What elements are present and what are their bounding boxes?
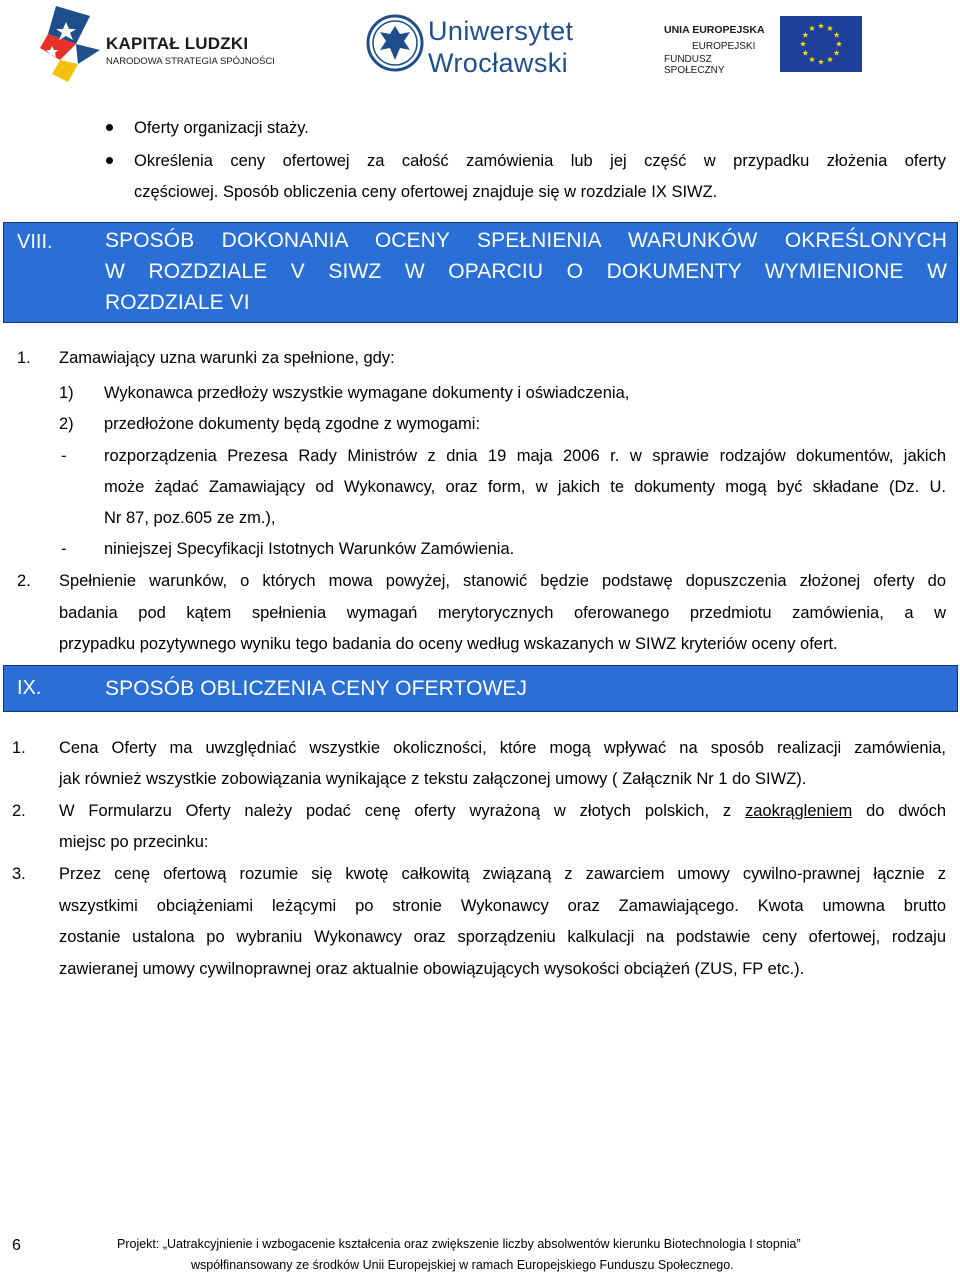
- s8-sub-1-text: Wykonawca przedłoży wszystkie wymagane dokumenty i oświadczenia,: [104, 384, 630, 402]
- bullet-dot: [106, 124, 113, 131]
- footer-funding-line: współfinansowany ze środków Unii Europejskiej w ramach Europejskiego Funduszu Społecznego.: [191, 1258, 734, 1272]
- s8-dash-1-line-2: może żądać Zamawiający od Wykonawcy, oraz form, w jakich te dokumenty mogą być składane (Dz. U.: [104, 478, 946, 496]
- s9-point-1-line-2: jak również wszystkie zobowiązania wynikające z tekstu załączonej umowy ( Załącznik Nr 1 do SIWZ).: [59, 770, 807, 788]
- section-8-title-line-3: ROZDZIALE VI: [105, 291, 250, 314]
- s8-dash-2-text: niniejszej Specyfikacji Istotnych Warunków Zamówienia.: [104, 540, 515, 558]
- kapital-ludzki-logo: [38, 4, 278, 84]
- bullet-item-staze: Oferty organizacji staży.: [134, 119, 309, 137]
- section-8-title-line-1: SPOSÓB DOKONANIA OCENY SPEŁNIENIA WARUNKÓW OKREŚLONYCH: [105, 229, 947, 252]
- eu-fund-line-1: EUROPEJSKI: [692, 41, 756, 52]
- section-9-title: SPOSÓB OBLICZENIA CENY OFERTOWEJ: [105, 677, 528, 700]
- s8-point-1-number: 1.: [17, 349, 31, 367]
- section-8-header: [3, 222, 958, 323]
- bullet-item-cena-line-2: częściowej. Sposób obliczenia ceny ofertowej znajduje się w rozdziale IX SIWZ.: [134, 183, 718, 201]
- section-8-number: VIII.: [17, 231, 53, 253]
- s8-sub-2-number: 2): [59, 415, 74, 433]
- s9-point-2-text-pre: W Formularzu Oferty należy podać cenę oferty wyrażoną w złotych polskich, z: [59, 802, 745, 820]
- s9-point-2-number: 2.: [12, 802, 26, 820]
- s8-dash-1-line-1: rozporządzenia Prezesa Rady Ministrów z dnia 19 maja 2006 r. w sprawie rodzajów dokumentów, jakich: [104, 447, 946, 465]
- s9-point-1-number: 1.: [12, 739, 26, 757]
- s9-point-1-line-1: Cena Oferty ma uwzględniać wszystkie okoliczności, które mogą wpływać na sposób realizacji zamówienia,: [59, 739, 946, 757]
- bullet-item-cena-line-1: Określenia ceny ofertowej za całość zamówienia lub jej część w przypadku złożenia oferty: [134, 152, 946, 170]
- s8-point-1-text: Zamawiający uzna warunki za spełnione, gdy:: [59, 349, 395, 367]
- university-eagle-seal-icon: [366, 8, 424, 78]
- s8-point-2-number: 2.: [17, 572, 31, 590]
- kapital-ludzki-subtitle: NARODOWA STRATEGIA SPÓJNOŚCI: [106, 56, 275, 67]
- university-name-line-1: Uniwersytet: [428, 16, 574, 46]
- s8-dash-1-line-3: Nr 87, poz.605 ze zm.),: [104, 509, 276, 527]
- s8-point-2-line-3: przypadku pozytywnego wyniku tego badania do oceny według wskazanych w SIWZ kryteriów oceny ofert.: [59, 635, 838, 653]
- s8-sub-1-number: 1): [59, 384, 74, 402]
- s9-point-3-line-2: wszystkimi obciążeniami leżącymi po stronie Wykonawcy oraz Zamawiającego. Kwota umowna brutto: [59, 897, 946, 915]
- s9-point-3-line-1: Przez cenę ofertową rozumie się kwotę całkowitą związaną z zawarciem umowy cywilno-prawnej łącznie z: [59, 865, 946, 883]
- s8-point-2-line-1: Spełnienie warunków, o których mowa powyżej, stanowić będzie podstawę dopuszczenia złożonej oferty do: [59, 572, 946, 590]
- s9-point-3-line-4: zawieranej umowy cywilnoprawnej oraz aktualnie obowiązujących wysokości obciążeń (ZUS, FP etc.).: [59, 960, 805, 978]
- kapital-ludzki-emblem-icon: [38, 4, 102, 84]
- eu-fund-line-2: FUNDUSZ SPOŁECZNY: [664, 54, 725, 76]
- footer-project-line: Projekt: „Uatrakcyjnienie i wzbogacenie kształcenia oraz zwiększenie liczby absolwentów kierunku Biotechnologia I stopnia”: [117, 1237, 801, 1251]
- s8-sub-2-text: przedłożone dokumenty będą zgodne z wymogami:: [104, 415, 481, 433]
- s9-point-2-text-post: do dwóch: [852, 802, 946, 820]
- eu-social-fund-text-block: [664, 14, 774, 74]
- eu-label: UNIA EUROPEJSKA: [664, 24, 765, 36]
- s9-point-2-underlined: zaokrągleniem: [744, 802, 853, 820]
- s9-point-2-line-1: [59, 801, 946, 821]
- university-name-line-2: Wrocławski: [428, 48, 569, 78]
- bullet-dot: [106, 157, 113, 164]
- s9-point-3-number: 3.: [12, 865, 26, 883]
- eu-flag-icon: [780, 16, 862, 72]
- section-9-header: [3, 665, 958, 712]
- page-number: 6: [12, 1237, 21, 1254]
- s9-point-2-line-2: miejsc po przecinku:: [59, 833, 209, 851]
- kapital-ludzki-title: KAPITAŁ LUDZKI: [106, 34, 249, 53]
- s9-point-3-line-3: zostanie ustalona po wybraniu Wykonawcy oraz sporządzeniu kalkulacji na podstawie ceny ofertowej, rodzaju: [59, 928, 946, 946]
- s8-dash-1: -: [61, 447, 67, 465]
- s8-dash-2: -: [61, 540, 67, 558]
- section-9-number: IX.: [17, 677, 42, 699]
- uniwersytet-wroclawski-logo: [366, 6, 576, 82]
- s8-point-2-line-2: badania pod kątem spełnienia wymagań merytorycznych oferowanego przedmiotu zamówienia, a w: [59, 604, 946, 622]
- section-8-title-line-2: W ROZDZIALE V SIWZ W OPARCIU O DOKUMENTY WYMIENIONE W: [105, 260, 947, 283]
